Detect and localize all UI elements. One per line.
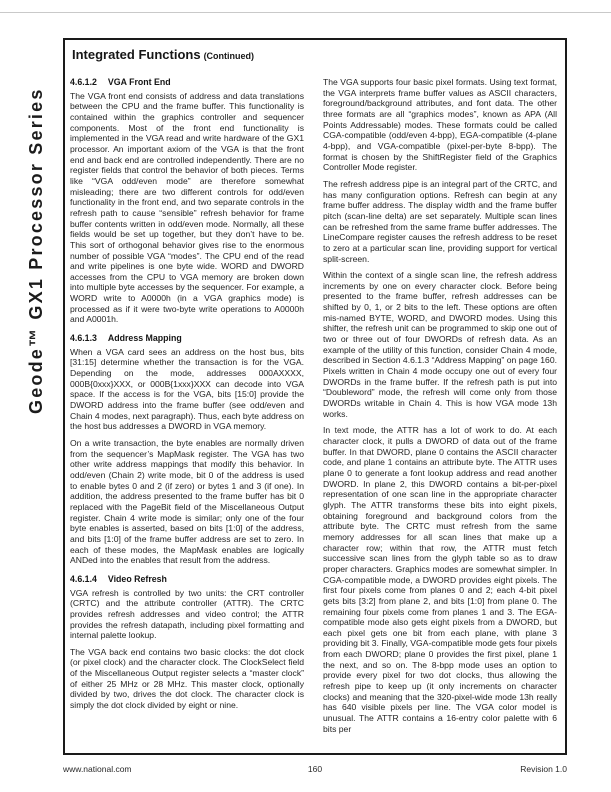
- right-column: [323, 77, 557, 734]
- paragraph: When a VGA card sees an address on the host bus, bits [31:15] determine whether the transaction is for the VGA. Depending on the mode, addresses 000AXXXX, 000B{0xxx}XXX, or 000B{1xxx}XXX can decode into VGA space. If the access is for the VGA, bits [15:0] provide the DWORD address into the frame buffer (see odd/even and Chain 4 modes, next paragraph). Thus, each byte address on the host bus addresses a DWORD in VGA memory.: [70, 346, 304, 432]
- page-edge-scan-line: [0, 12, 611, 13]
- paragraph: In text mode, the ATTR has a lot of work to do. At each character clock, it pulls a DWORD of data out of the frame buffer. In that DWORD, plane 0 contains the ASCII character code, and plane 1 contains an attribute byte. The ATTR uses plane 0 to generate a font lookup address and read another DWORD. In plane 2, this DWORD contains a bit-per-pixel representation of one scan line in the appropriate character glyph. The ATTR transforms these bits into eight pixels, obtaining foreground and background colors from the attribute byte. The CRTC must refresh from the same memory addresses for all scan lines that make up a character row; within that row, the ATTR must fetch successive scan lines from the glyph table so as to draw proper characters. Graphics modes are somewhat simpler. In CGA-compatible mode, a DWORD provides eight pixels. The first four pixels come from planes 0 and 2; each 4-bit pixel gets bits [3:2] from plane 2, and bits [1:0] from plane 0. The remaining four pixels come from planes 1 and 3. The EGA-compatible mode also gets eight pixels from a DWORD, but each pixel gets one bit from each plane, with plane 3 providing bit 3. Finally, VGA-compatible mode gets four pixels from each DWORD; plane 0 provides the first pixel, plane 1 the next, and so on. The 8-bpp mode uses an option to provide every pixel for two dot clocks, thus allowing the refresh pipe to keep up (it only increments on character clocks) and meaning that the 320-pixel-wide mode 13h really has 640 visible pixels per line. The VGA color model is unusual. The ATTR contains a 16-entry color palette with 6 bits per: [323, 425, 557, 734]
- paragraph: On a write transaction, the byte enables are normally driven from the sequencer’s MapMask register. The VGA has two other write address mappings that modify this behavior. In odd/even (Chain 2) write mode, bit 0 of the address is used to enable bytes 0 and 2 (if zero) or bytes 1 and 3 (if one). In addition, the address presented to the frame buffer has bit 0 replaced with the PageBit field of the Miscellaneous Output register. Chain 4 write mode is similar; only one of the four byte enables is asserted, based on bits [1:0] of the address, and bits [1:0] of the frame buffer address are set to zero. In each of these modes, the MapMask enables are logically ANDed into the enables that result from the address.: [70, 438, 304, 566]
- paragraph: Within the context of a single scan line, the refresh address increments by one on every character clock. Before being presented to the frame buffer, refresh addresses can be shifted by 0, 1, or 2 bits to the left. These options are often mis-named BYTE, WORD, and DWORD modes. Using this shifter, the refresh unit can be programmed to skip one out of two or three out of four DWORDs of refresh data. As an example of the utility of this function, consider Chain 4 mode, described in Section 4.6.1.3 “Address Mapping” on page 160. Pixels written in Chain 4 mode occupy one out of every four DWORDs in the frame buffer. If the refresh path is put into “Doubleword” mode, the refresh will come only from those DWORDs writable in Chain 4. This is how VGA mode 13h works.: [323, 270, 557, 419]
- footer-url: www.national.com: [63, 764, 132, 774]
- paragraph: VGA refresh is controlled by two units: the CRT controller (CRTC) and the attribute controller (ATTR). The CRTC provides refresh addresses and video control; the ATTR provides the refresh datapath, including pixel formatting and internal palette lookup.: [70, 587, 304, 641]
- paragraph: The VGA supports four basic pixel formats. Using text format, the VGA interprets frame buffer values as ASCII characters, foreground/background attributes, and font data. The other three formats are all “graphics modes”, known as APA (All Points Addressable) modes. These formats could be called CGA-compatible (odd/even 4-bpp), EGA-compatible (4-plane 4-bpp), and VGA-compatible (pixel-per-byte 8-bpp). The format is chosen by the ShiftRegister field of the Graphics Controller Mode register.: [323, 77, 557, 173]
- section-number: 4.6.1.3: [70, 333, 97, 344]
- paragraph: The VGA back end contains two basic clocks: the dot clock (or pixel clock) and the character clock. The ClockSelect field of the Miscellaneous Output register selects a “master clock” of either 25 MHz or 28 MHz. This master clock, optionally divided by two, drives the dot clock. The character clock is simply the dot clock divided by eight or nine.: [70, 646, 304, 711]
- section-number: 4.6.1.2: [70, 77, 97, 87]
- section-title: Address Mapping: [107, 333, 182, 344]
- sidebar-vertical-title: Geode™ GX1 Processor Series: [26, 87, 46, 414]
- footer-revision: Revision 1.0: [520, 764, 567, 774]
- paragraph: The VGA front end consists of address and data translations between the CPU and the frame buffer. This functionality is contained within the graphics controller and sequencer components. Most of the front end functionality is implemented in the VGA read and write hardware of the GX1 processor. An important axiom of the VGA is that the front end and back end are controlled independently. There are no register fields that control the behavior of both pieces. Terms like “VGA odd/even mode” are therefore somewhat misleading; there are two different controls for odd/even functionality in the front end, and two separate controls in the refresh path to cause “sensible” refresh behavior for frame buffer contents written in odd/even mode. Normally, all these fields would be set up together, but they don’t have to be. This sort of orthogonal behavior gives rise to the enormous number of possible VGA “modes”. The CPU end of the read and write pipelines is one byte wide. WORD and DWORD accesses from the CPU to VGA memory are broken down into multiple byte accesses by the sequencer. For example, a WORD write to A0000h (in a VGA graphics mode) is processed as if it were two-byte write operations to A0000h and A0001h.: [70, 90, 304, 325]
- section-title: Video Refresh: [107, 573, 167, 584]
- section-heading-vga-front-end: [70, 77, 304, 88]
- section-title: VGA Front End: [107, 77, 171, 87]
- section-heading-video-refresh: [70, 574, 304, 585]
- section-number: 4.6.1.4: [70, 573, 97, 584]
- left-column: [70, 77, 304, 734]
- footer-page-number: 160: [307, 764, 323, 774]
- paragraph: The refresh address pipe is an integral part of the CRTC, and has many configuration options. Refresh can begin at any frame buffer address. The display width and the frame buffer pitch (scan-line delta) are set separately. Multiple scan lines can be refreshed from the same frame buffer addresses. The LineCompare register causes the refresh address to be reset to zero at a particular scan line, providing support for vertical split-screen.: [323, 178, 557, 264]
- section-heading-address-mapping: [70, 333, 304, 344]
- page-title-text: Integrated Functions: [72, 47, 201, 62]
- two-column-layout: [70, 77, 557, 734]
- page-footer: [63, 764, 567, 774]
- page-title: [72, 47, 557, 64]
- content-frame: [63, 38, 567, 755]
- page-title-continued: (Continued): [203, 51, 255, 61]
